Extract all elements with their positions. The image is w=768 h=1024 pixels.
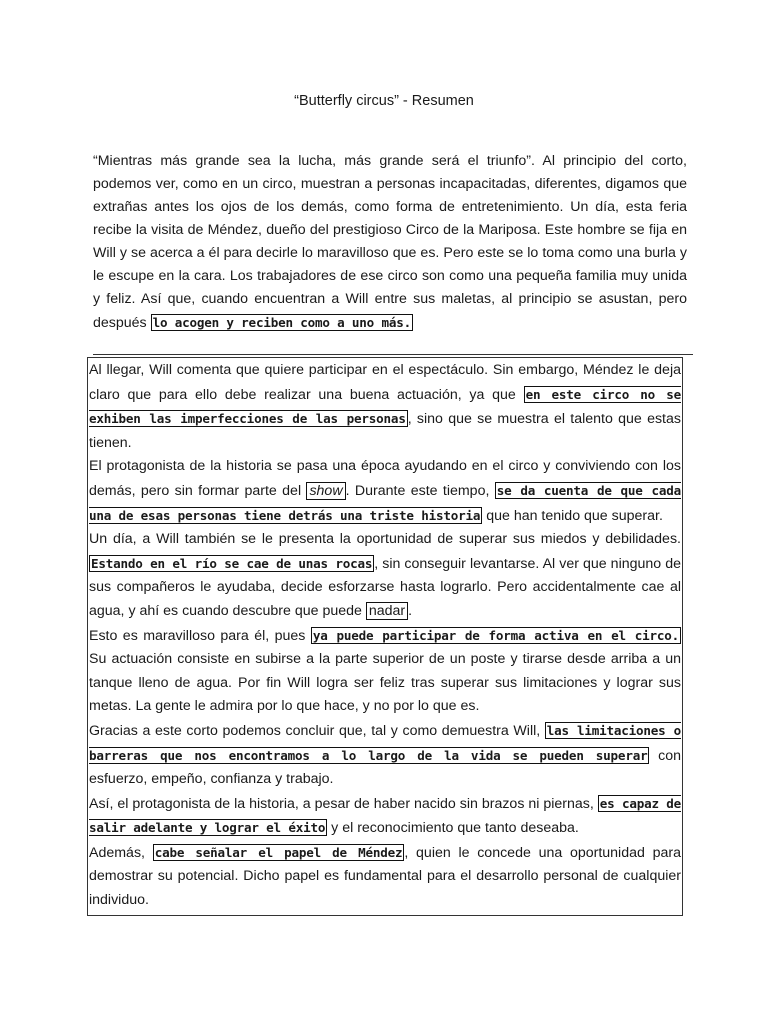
paragraph-text: . Durante este tiempo, bbox=[345, 482, 495, 499]
paragraph-text: El protagonista de la historia se pasa una época ayudando en el circo y conviviendo con los demás, pero sin formar parte del bbox=[89, 458, 681, 499]
highlight-phrase: cabe señalar el papel de Méndez bbox=[154, 844, 403, 860]
paragraph-text: , quien le concede una oportunidad para demostrar su potencial. Dicho papel es fundamental para el desarrollo personal de cualquier individuo. bbox=[89, 844, 681, 909]
paragraph-text: Así, el protagonista de la historia, a pesar de haber nacido sin brazos ni piernas, bbox=[89, 795, 598, 812]
horizontal-rule bbox=[93, 354, 693, 355]
paragraph-6 bbox=[89, 792, 681, 841]
paragraph-3 bbox=[89, 528, 681, 623]
paragraph-text: Esto es maravilloso para él, pues bbox=[89, 627, 311, 644]
paragraph-4 bbox=[89, 624, 681, 719]
paragraph-2 bbox=[89, 455, 681, 528]
intro-paragraph bbox=[93, 150, 687, 335]
boxed-word: show bbox=[306, 482, 345, 500]
paragraph-text: que han tenido que superar. bbox=[482, 507, 663, 524]
paragraph-5 bbox=[89, 719, 681, 792]
intro-text: “Mientras más grande sea la lucha, más grande será el triunfo”. Al principio del corto, podemos ver, como en un circo, muestran a personas incapacitadas, diferentes, digamos que extrañas antes los ojos de los demás, como forma de entretenimiento. Un día, esta feria recibe la visita de Méndez, dueño del prestigioso Circo de la Mariposa. Este hombre se fija en Will y se acerca a él para decirle lo maravilloso que es. Pero este se lo toma como una burla y le escupe en la cara. Los trabajadores de ese circo son como una pequeña familia muy unida y feliz. Así que, cuando encuentran a Will entre sus maletas, al principio se asustan, pero después bbox=[93, 153, 687, 331]
highlight-phrase: se da cuenta de que cada una de esas personas tiene detrás una triste historia bbox=[89, 482, 682, 523]
highlight-phrase: en este circo no se exhiben las imperfecciones de las personas bbox=[89, 386, 682, 427]
paragraph-text: Gracias a este corto podemos concluir que, tal y como demuestra Will, bbox=[89, 722, 545, 739]
paragraph-text: Un día, a Will también se le presenta la oportunidad de superar sus miedos y debilidades. bbox=[89, 531, 681, 548]
paragraph-text: con esfuerzo, empeño, confianza y trabajo. bbox=[89, 747, 681, 788]
paragraph-text: Su actuación consiste en subirse a la parte superior de un poste y tirarse desde arriba a un tanque lleno de agua. Por fin Will logra ser feliz tras superar sus limitaciones y lograr sus metas. La gente le admira por lo que hace, y no por lo que es. bbox=[89, 651, 681, 715]
paragraph-text: . bbox=[408, 602, 413, 619]
paragraph-text: Además, bbox=[89, 844, 153, 861]
paragraph-text: y el reconocimiento que tanto deseaba. bbox=[327, 820, 579, 837]
highlight-phrase: ya puede participar de forma activa en el circo. bbox=[312, 627, 680, 643]
highlight-phrase: Estando en el río se cae de unas rocas bbox=[91, 555, 373, 571]
summary-text-frame bbox=[87, 357, 683, 916]
paragraph-text: , sin conseguir levantarse. Al ver que ninguno de sus compañeros le ayudaba, decide esforzarse hasta lograrlo. Pero accidentalmente cae al agua, y ahí es cuando descubre que puede bbox=[89, 555, 681, 619]
intro-highlight: lo acogen y reciben como a uno más. bbox=[152, 315, 411, 330]
paragraph-text: Al llegar, Will comenta que quiere participar en el espectáculo. Sin embargo, Méndez le deja claro que para ello debe realizar una buena actuación, ya que bbox=[89, 362, 681, 403]
highlight-phrase: las limitaciones o barreras que nos encontramos a lo largo de la vida se pueden superar bbox=[89, 722, 681, 763]
paragraph-1 bbox=[89, 359, 681, 455]
paragraph-7 bbox=[89, 841, 681, 913]
paragraph-text: , sino que se muestra el talento que estas tienen. bbox=[89, 411, 681, 451]
document-title: “Butterfly circus” - Resumen bbox=[294, 93, 474, 109]
boxed-word: nadar bbox=[366, 602, 408, 620]
highlight-phrase: es capaz de salir adelante y lograr el éxito bbox=[89, 795, 682, 836]
